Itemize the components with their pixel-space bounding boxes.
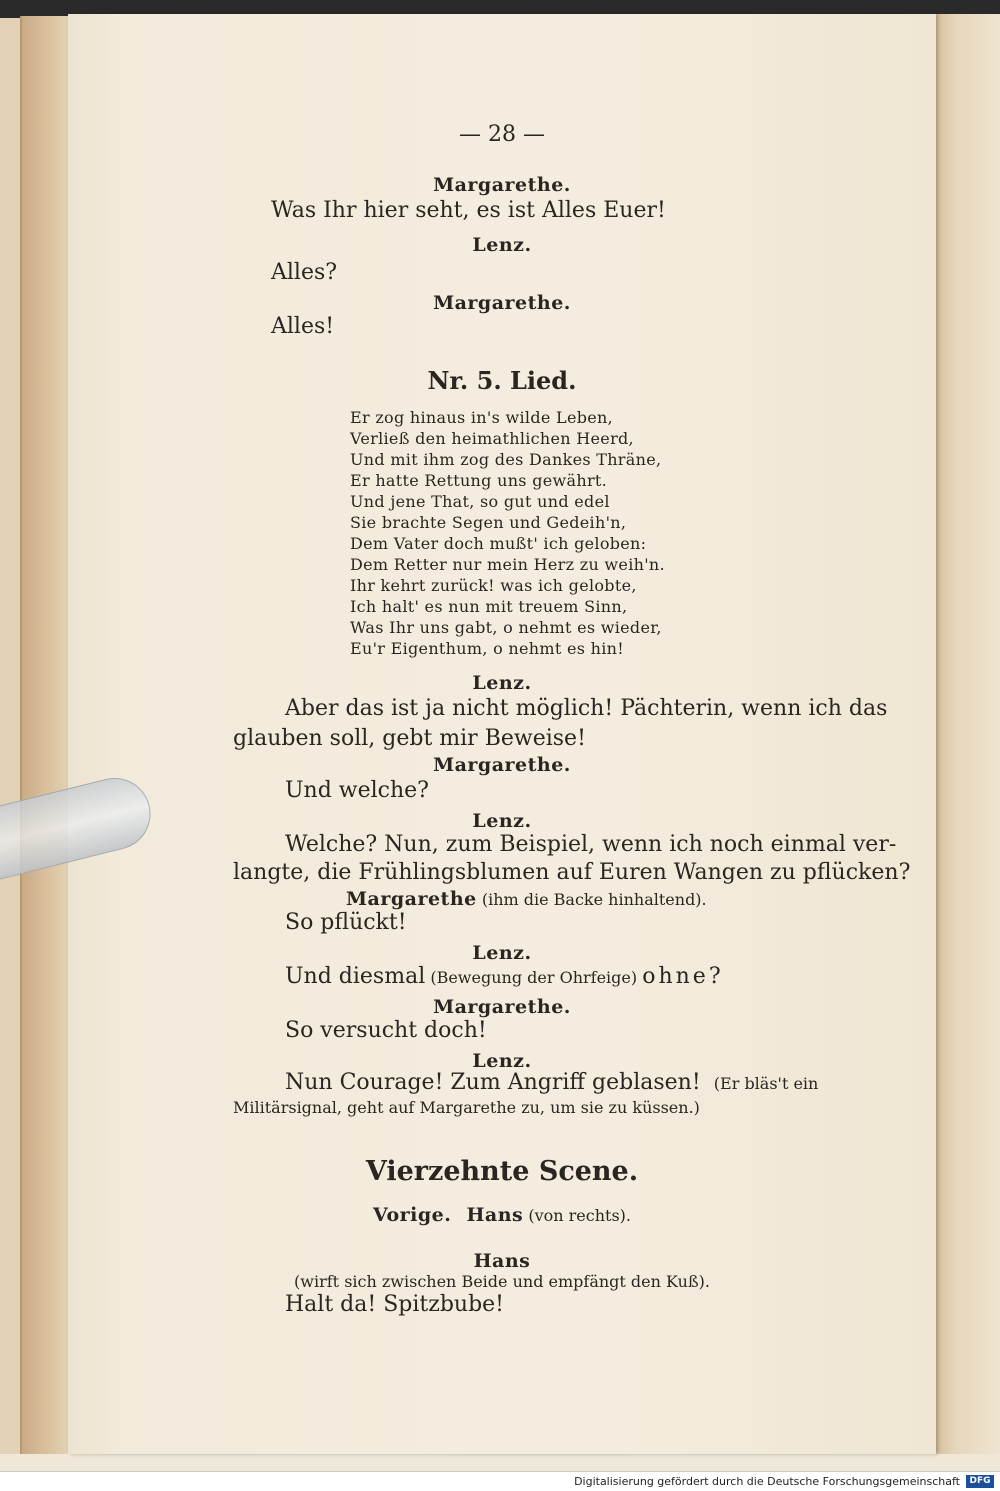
song-line: Und mit ihm zog des Dankes Thräne, xyxy=(350,450,662,469)
dialogue-line: glauben soll, gebt mir Beweise! xyxy=(233,726,586,751)
dialogue-text: ohne? xyxy=(642,964,724,989)
song-line: Verließ den heimathlichen Heerd, xyxy=(350,429,634,448)
speaker-label: Margarethe xyxy=(346,888,477,910)
stage-direction: (von rechts). xyxy=(528,1206,631,1225)
dialogue-line: Welche? Nun, zum Beispiel, wenn ich noch einmal ver- xyxy=(285,832,897,857)
speaker-label: Margarethe. xyxy=(433,292,571,314)
stage-direction: (Bewegung der Ohrfeige) xyxy=(430,968,638,987)
dfg-logo-icon: DFG xyxy=(966,1475,994,1488)
dialogue-text: Und diesmal xyxy=(285,964,426,989)
dialogue-text: Nun Courage! Zum Angriff geblasen! xyxy=(285,1070,701,1095)
dialogue-line: Halt da! Spitzbube! xyxy=(285,1292,505,1317)
speaker-label: Lenz. xyxy=(472,1050,532,1072)
scene-title: Vierzehnte Scene. xyxy=(365,1156,639,1187)
funding-credit: Digitalisierung gefördert durch die Deutsche Forschungsgemeinschaft xyxy=(574,1475,960,1488)
song-line: Eu'r Eigenthum, o nehmt es hin! xyxy=(350,639,625,658)
footer-bar xyxy=(0,1471,1000,1491)
dialogue-line: Und welche? xyxy=(285,778,429,803)
dialogue-line: So pflückt! xyxy=(285,910,407,935)
dialogue-line: langte, die Frühlingsblumen auf Euren Wangen zu pflücken? xyxy=(233,860,911,885)
book-page xyxy=(68,14,936,1454)
facing-page-edge xyxy=(936,14,1000,1456)
cast-label: Hans xyxy=(466,1204,524,1226)
song-line: Dem Vater doch mußt' ich geloben: xyxy=(350,534,647,553)
dialogue-line xyxy=(285,1070,818,1095)
dialogue-line: Aber das ist ja nicht möglich! Pächterin, wenn ich das xyxy=(285,696,888,721)
speaker-label: Margarethe. xyxy=(433,996,571,1018)
page-text xyxy=(68,14,936,1454)
speaker-label: Lenz. xyxy=(472,234,532,256)
stage-direction-line xyxy=(346,888,707,910)
speaker-label: Margarethe. xyxy=(433,174,571,196)
song-title: Nr. 5. Lied. xyxy=(427,366,577,395)
dialogue-line xyxy=(285,964,724,989)
song-line: Was Ihr uns gabt, o nehmt es wieder, xyxy=(350,618,662,637)
page-number: — 28 — xyxy=(459,122,545,147)
scan-bottom-margin xyxy=(0,1454,1000,1471)
song-line: Ihr kehrt zurück! was ich gelobte, xyxy=(350,576,637,595)
speaker-label: Lenz. xyxy=(472,810,532,832)
stage-direction: (ihm die Backe hinhaltend). xyxy=(481,890,707,909)
speaker-label: Lenz. xyxy=(472,672,532,694)
dialogue-line: Was Ihr hier seht, es ist Alles Euer! xyxy=(271,198,666,223)
dialogue-line: Alles! xyxy=(271,314,335,339)
cast-label: Vorige. xyxy=(372,1204,452,1226)
dialogue-line: Alles? xyxy=(271,260,338,285)
song-line: Er hatte Rettung uns gewährt. xyxy=(350,471,608,490)
song-line: Dem Retter nur mein Herz zu weih'n. xyxy=(350,555,665,574)
stage-direction: (wirft sich zwischen Beide und empfängt den Kuß). xyxy=(294,1272,710,1291)
speaker-label: Lenz. xyxy=(472,942,532,964)
speaker-label: Hans xyxy=(473,1250,531,1272)
dialogue-line: So versucht doch! xyxy=(285,1018,487,1043)
song-line: Sie brachte Segen und Gedeih'n, xyxy=(350,513,627,532)
speaker-label: Margarethe. xyxy=(433,754,571,776)
stage-direction: Militärsignal, geht auf Margarethe zu, um sie zu küssen.) xyxy=(233,1098,700,1117)
song-line: Und jene That, so gut und edel xyxy=(350,492,610,511)
song-line: Ich halt' es nun mit treuem Sinn, xyxy=(350,597,628,616)
scene-cast xyxy=(68,1204,936,1226)
song-line: Er zog hinaus in's wilde Leben, xyxy=(350,408,614,427)
stage-direction: (Er bläs't ein xyxy=(713,1074,819,1093)
